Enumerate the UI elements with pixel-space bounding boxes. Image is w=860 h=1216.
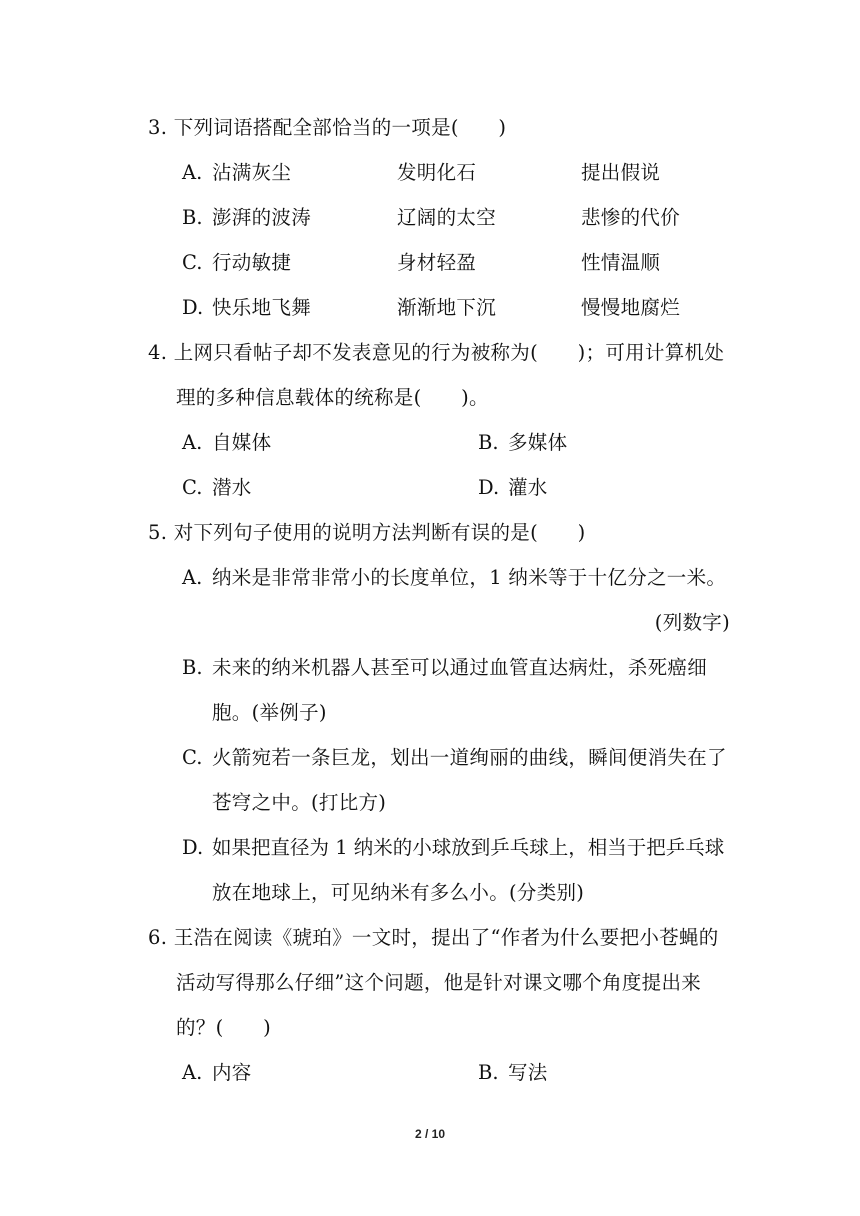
q3-c-col3: 性情温顺 — [581, 251, 661, 274]
page-number: 2 / 10 — [414, 1127, 446, 1141]
q5-option-d-line1: 如果把直径为 1 纳米的小球放到乒乓球上，相当于把乒乓球 — [212, 836, 725, 859]
q5-option-letter: D. — [182, 836, 204, 859]
q4-option-letter: D. — [478, 476, 500, 499]
q5-option-a-line2: (列数字) — [654, 611, 730, 634]
q3-c-col1: 行动敏捷 — [212, 251, 292, 274]
q3-d-col3: 慢慢地腐烂 — [581, 296, 681, 319]
q4-option-letter: B. — [478, 431, 499, 454]
q3-option-letter: C. — [182, 251, 203, 274]
q6-option-letter: A. — [182, 1061, 203, 1084]
q3-c-col2: 身材轻盈 — [397, 251, 477, 274]
q4-option-b: 多媒体 — [508, 431, 568, 454]
q4-option-d: 灌水 — [508, 476, 548, 499]
q5-stem: 5. 对下列句子使用的说明方法判断有误的是( ) — [148, 521, 586, 544]
q4-stem-line1: 4. 上网只看帖子却不发表意见的行为被称为( )；可用计算机处 — [148, 341, 725, 364]
q6-stem-line2: 活动写得那么仔细”这个问题，他是针对课文哪个角度提出来 — [176, 971, 702, 994]
q4-option-c: 潜水 — [212, 476, 252, 499]
q6-option-a: 内容 — [212, 1061, 252, 1084]
q5-option-letter: A. — [182, 566, 203, 589]
q3-a-col3: 提出假说 — [581, 161, 661, 184]
q4-option-a: 自媒体 — [212, 431, 272, 454]
q5-option-letter: C. — [182, 746, 203, 769]
q5-option-b-line1: 未来的纳米机器人甚至可以通过血管直达病灶，杀死癌细 — [212, 656, 708, 679]
q3-option-letter: B. — [182, 206, 203, 229]
q5-option-letter: B. — [182, 656, 203, 679]
q4-option-letter: A. — [182, 431, 203, 454]
q4-option-letter: C. — [182, 476, 203, 499]
q5-option-b-line2: 胞。(举例子) — [212, 701, 327, 724]
q3-a-col2: 发明化石 — [397, 161, 477, 184]
q3-b-col1: 澎湃的波涛 — [212, 206, 312, 229]
q6-option-b: 写法 — [508, 1061, 548, 1084]
q5-option-a-line1: 纳米是非常非常小的长度单位，1 纳米等于十亿分之一米。 — [212, 566, 727, 589]
q3-d-col1: 快乐地飞舞 — [212, 296, 312, 319]
q6-option-letter: B. — [478, 1061, 499, 1084]
q3-b-col3: 悲惨的代价 — [581, 206, 681, 229]
q5-option-c-line2: 苍穹之中。(打比方) — [212, 791, 387, 814]
q5-option-c-line1: 火箭宛若一条巨龙，划出一道绚丽的曲线，瞬间便消失在了 — [212, 746, 727, 769]
q3-b-col2: 辽阔的太空 — [397, 206, 497, 229]
q3-a-col1: 沾满灰尘 — [212, 161, 292, 184]
q4-stem-line2: 理的多种信息载体的统称是( )。 — [176, 386, 489, 409]
q3-option-letter: D. — [182, 296, 204, 319]
q3-stem: 3. 下列词语搭配全部恰当的一项是( ) — [148, 116, 507, 139]
q3-option-letter: A. — [182, 161, 203, 184]
q3-d-col2: 渐渐地下沉 — [397, 296, 497, 319]
q6-stem-line1: 6. 王浩在阅读《琥珀》一文时，提出了“作者为什么要把小苍蝇的 — [148, 926, 719, 949]
q5-option-d-line2: 放在地球上，可见纳米有多么小。(分类别) — [212, 881, 585, 904]
q6-stem-line3: 的？( ) — [176, 1016, 272, 1039]
